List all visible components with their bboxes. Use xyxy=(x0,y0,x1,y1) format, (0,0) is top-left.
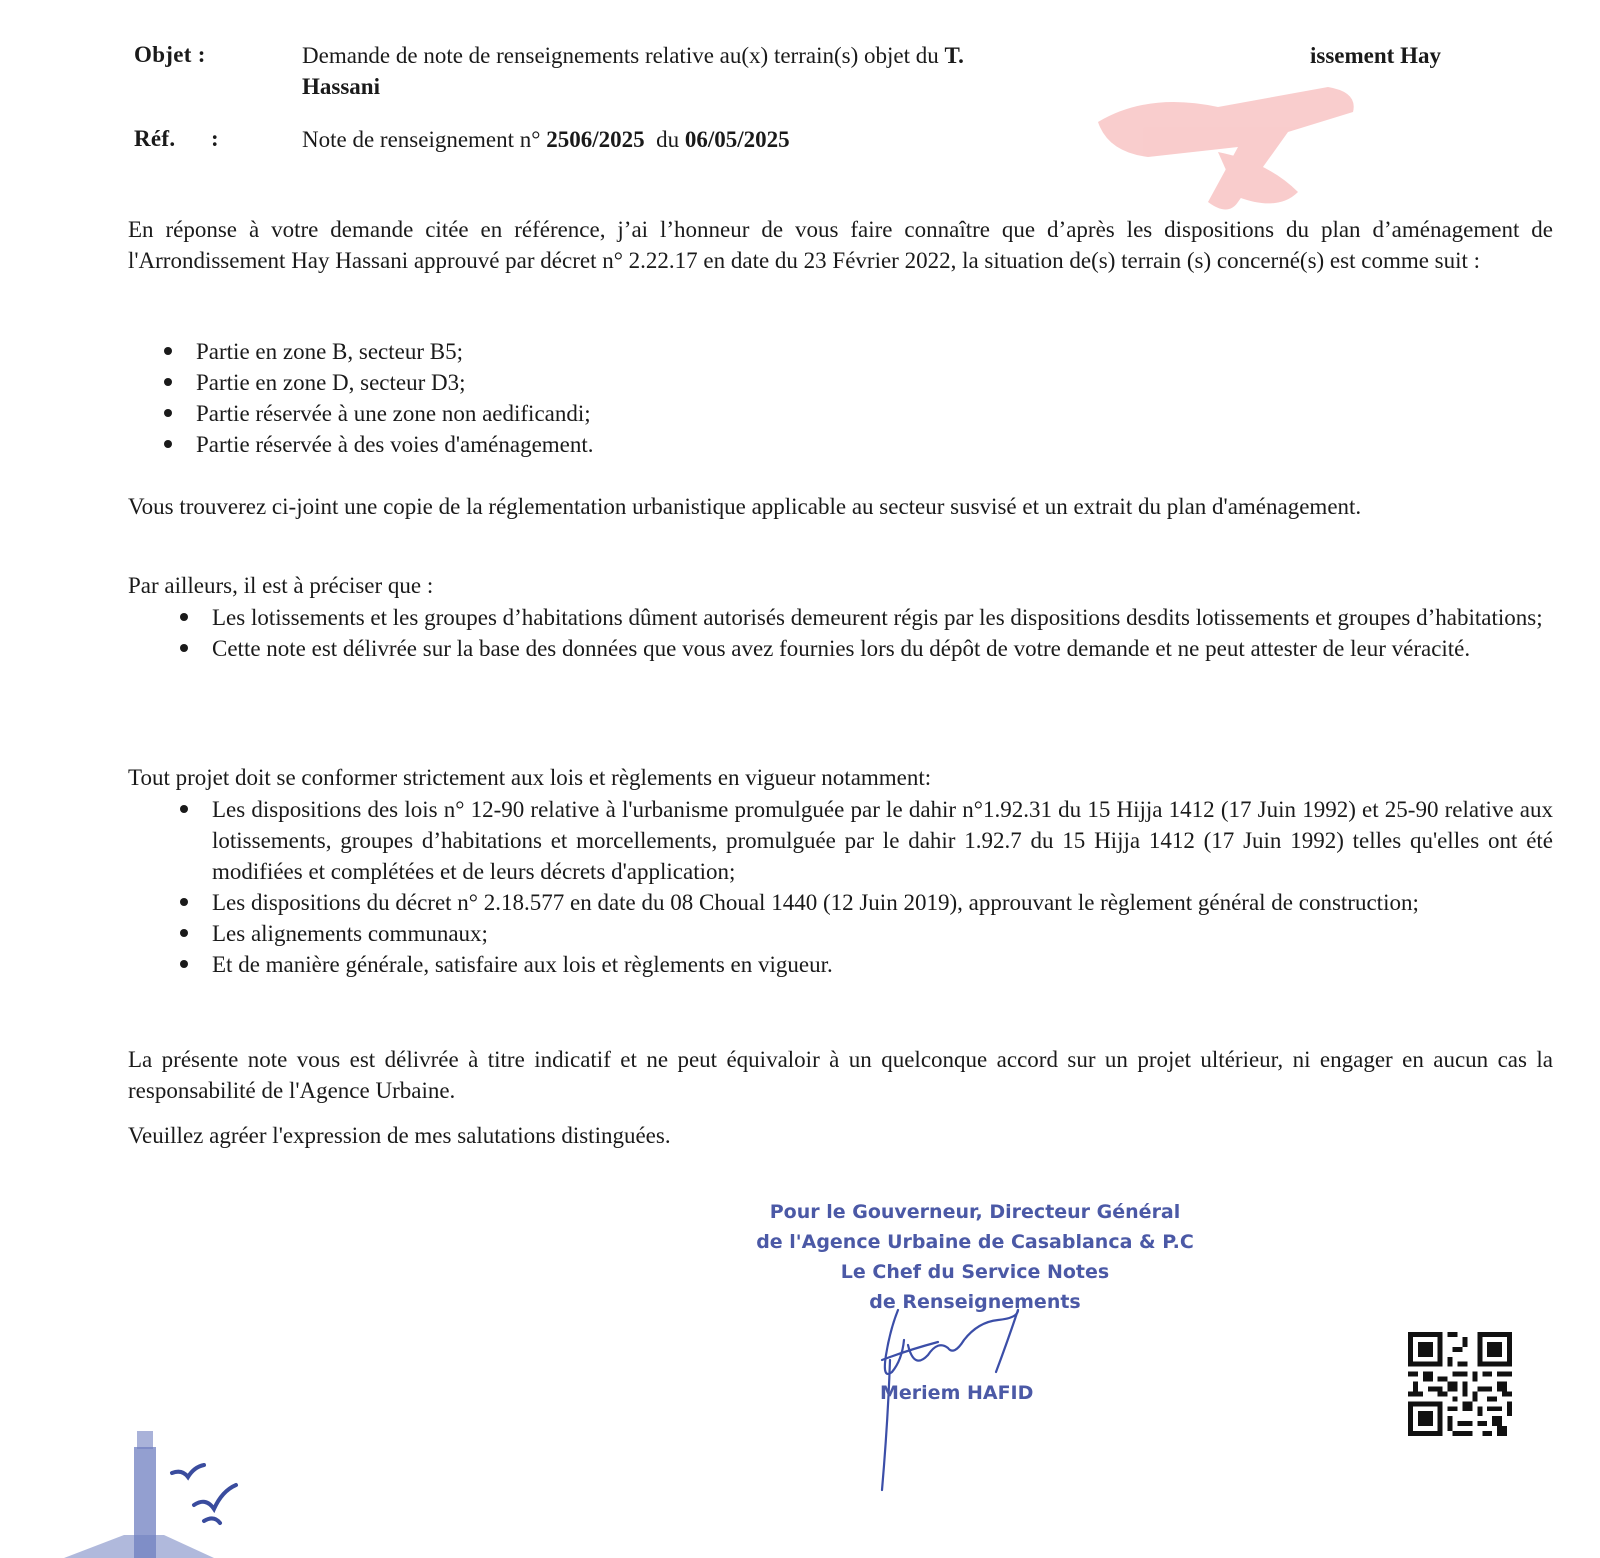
intro-text: En réponse à votre demande citée en référence, j’ai l’honneur de vous faire connaître que d’après les dispositions du plan d’aménagement de l'Arrondissement Hay Hassani approuvé par décret n° 2.22.17 en date du 23 Février 2022, la situation de(s) terrain (s) concerné(s) est comme suit : xyxy=(128,217,1553,273)
qr-code xyxy=(1408,1332,1512,1436)
indicatif-paragraph xyxy=(128,1044,1553,1106)
stamp-line-4: de Renseignements xyxy=(869,1291,1081,1313)
list-item: Et de manière générale, satisfaire aux lois et règlements en vigueur. xyxy=(212,949,1553,980)
list-item: Partie réservée à une zone non aedificandi; xyxy=(196,398,996,429)
ref-number: 2506/2025 xyxy=(546,127,645,152)
list-item: Les dispositions des lois n° 12-90 relative à l'urbanisme promulguée par le dahir n°1.92.31 du 15 Hijja 1412 (17 Juin 1992) et 25-90 relative aux lotissements, groupes d’habitations et morcellements, promulguée par le dahir 1.92.7 du 15 Hijja 1412 (17 Juin 1992) telles qu'elles ont été modifiées et complétées et de leurs décrets d'application; xyxy=(212,794,1553,887)
objet-line2: Hassani xyxy=(302,74,380,99)
tout-projet-text: Tout projet doit se conformer strictement aux lois et règlements en vigueur notamment: xyxy=(128,765,932,790)
signer-name: Meriem HAFID xyxy=(880,1382,1034,1404)
objet-line1-b: T. xyxy=(944,43,964,68)
signature-stamp xyxy=(725,1197,1225,1317)
tout-projet-paragraph xyxy=(128,762,1553,793)
ref-date: 06/05/2025 xyxy=(684,127,790,152)
zones-list xyxy=(196,336,996,460)
ref-text-a: Note de renseignement n° xyxy=(302,127,547,152)
salutations-paragraph xyxy=(128,1120,1553,1151)
precisions-list xyxy=(212,602,1553,664)
list-item: Les dispositions du décret n° 2.18.577 en date du 08 Choual 1440 (12 Juin 2019), approuvant le règlement général de construction; xyxy=(212,887,1553,918)
list-item: Partie en zone B, secteur B5; xyxy=(196,336,996,367)
stamp-line-1: Pour le Gouverneur, Directeur Général xyxy=(769,1201,1181,1223)
ref-colon: : xyxy=(211,126,219,151)
objet-line1-a: Demande de note de renseignements relative au(x) terrain(s) objet du xyxy=(302,43,945,68)
ref-text-b: du xyxy=(656,127,680,152)
objet-line1-c: issement Hay xyxy=(1310,43,1441,68)
redaction-mark xyxy=(1088,52,1388,222)
list-item: Les alignements communaux; xyxy=(212,918,1553,949)
ref-label: Réf. xyxy=(134,126,176,151)
list-item: Partie réservée à des voies d'aménagement. xyxy=(196,429,996,460)
par-ailleurs-paragraph xyxy=(128,570,1553,601)
intro-paragraph xyxy=(128,214,1553,276)
par-ailleurs-text: Par ailleurs, il est à préciser que : xyxy=(128,573,434,598)
ref-text xyxy=(302,124,790,155)
stamp-line-3: Le Chef du Service Notes xyxy=(840,1261,1110,1283)
list-item: Les lotissements et les groupes d’habitations dûment autorisés demeurent régis par les dispositions desdits lotissements et groupes d’habitations; xyxy=(212,602,1553,633)
agency-logo xyxy=(64,1425,254,1558)
salutations-text: Veuillez agréer l'expression de mes salutations distinguées. xyxy=(128,1123,671,1148)
list-item: Partie en zone D, secteur D3; xyxy=(196,367,996,398)
lois-list xyxy=(212,794,1553,980)
copy-note-paragraph xyxy=(128,491,1553,522)
copy-note-text: Vous trouverez ci-joint une copie de la réglementation urbanistique applicable au secteur susvisé et un extrait du plan d'aménagement. xyxy=(128,494,1362,519)
list-item: Cette note est délivrée sur la base des données que vous avez fournies lors du dépôt de votre demande et ne peut attester de leur véracité. xyxy=(212,633,1553,664)
objet-label: Objet : xyxy=(134,42,206,67)
stamp-line-2: de l'Agence Urbaine de Casablanca & P.C xyxy=(756,1231,1194,1253)
indicatif-text: La présente note vous est délivrée à titre indicatif et ne peut équivaloir à un quelconque accord sur un projet ultérieur, ni engager en aucun cas la responsabilité de l'Agence Urbaine. xyxy=(128,1047,1553,1103)
